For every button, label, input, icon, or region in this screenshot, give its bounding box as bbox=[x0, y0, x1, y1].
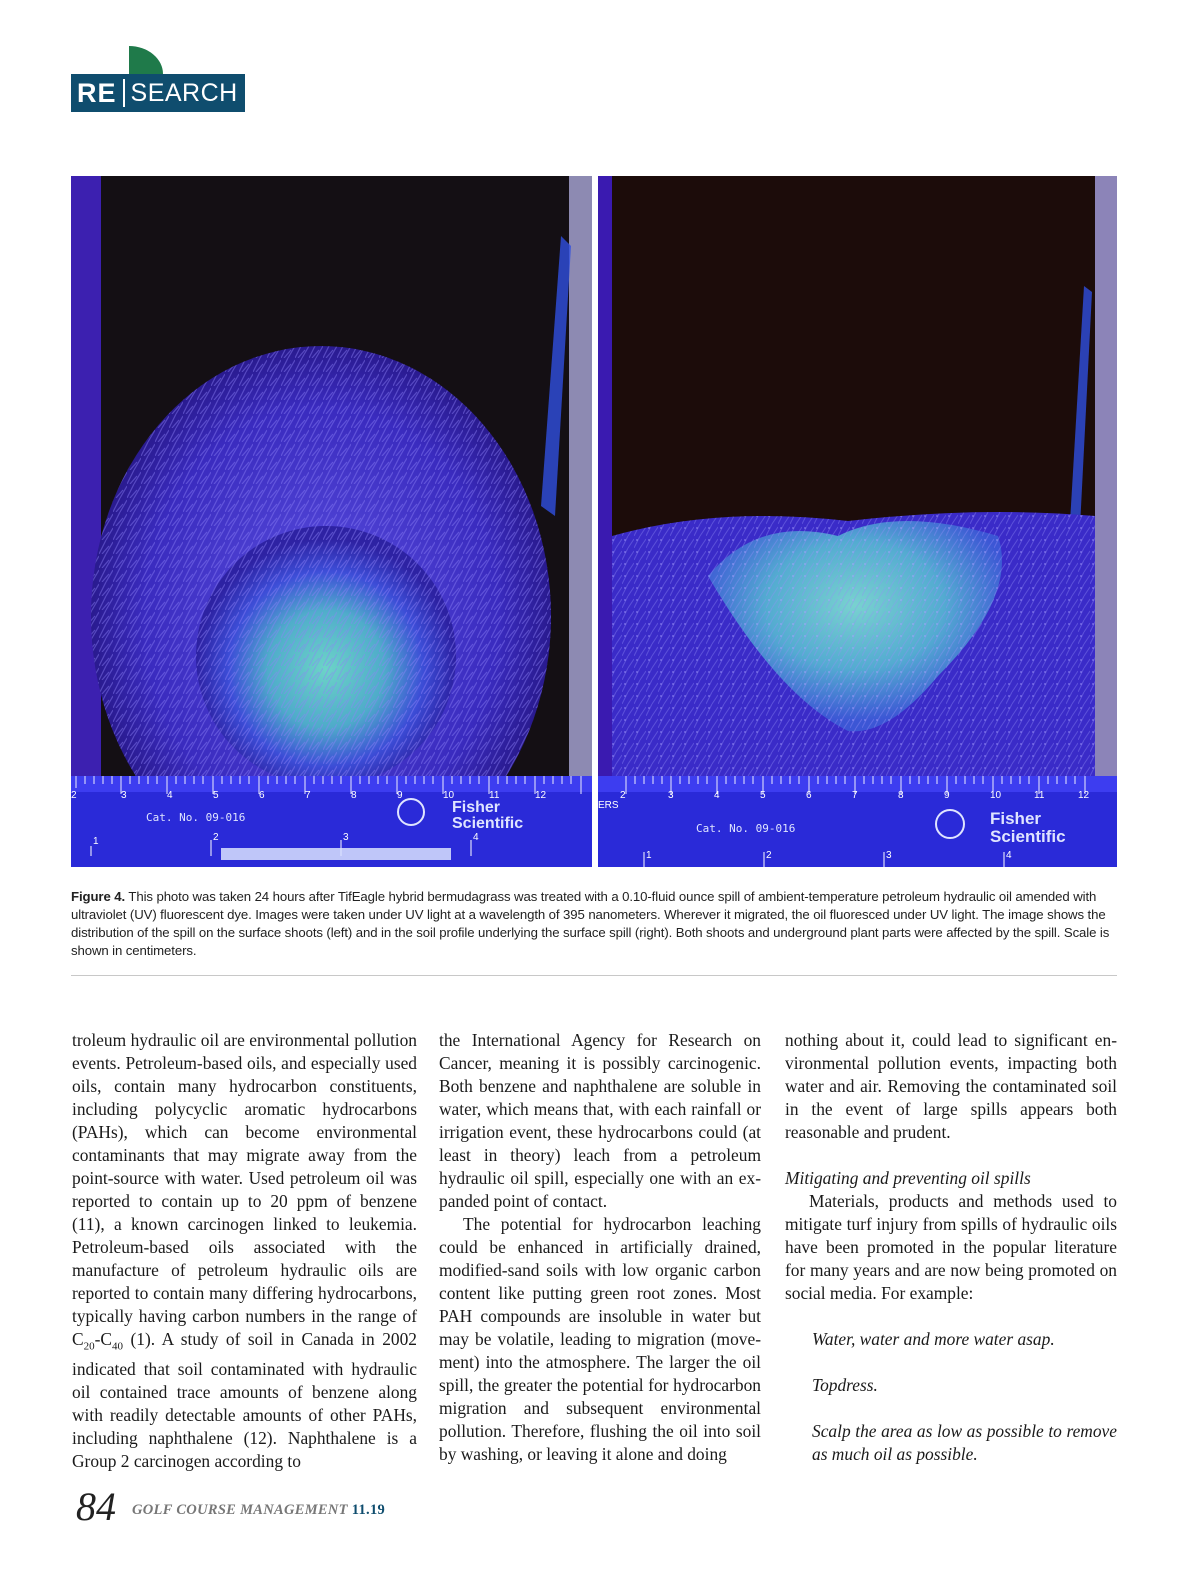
ruler-brand-line1: Fisher bbox=[452, 799, 501, 816]
ruler-tick-label: 9 bbox=[944, 790, 950, 801]
ruler-brand-line1: Fisher bbox=[990, 809, 1042, 828]
caption-divider bbox=[71, 975, 1117, 976]
ruler-tick-label: 6 bbox=[806, 790, 812, 801]
ruler-tick-label: 3 bbox=[121, 790, 127, 801]
figure-label: Figure 4. bbox=[71, 889, 126, 904]
body-column-2 bbox=[439, 1029, 761, 1466]
ruler-tick-label: 7 bbox=[305, 790, 311, 801]
ruler-tick-label: 8 bbox=[351, 790, 357, 801]
soil-profile-image bbox=[598, 176, 1117, 867]
ruler-tick-label: 11 bbox=[489, 790, 500, 801]
subscript: 40 bbox=[112, 1340, 123, 1353]
ruler-tick-label: 6 bbox=[259, 790, 265, 801]
surface-shoots-image bbox=[71, 176, 592, 867]
ruler-inch-label: 3 bbox=[343, 832, 349, 843]
paragraph: The potential for hydrocarbon leaching could be enhanced in artificially drained, modified-sand soils with low organic carbon content like putting green root zones. Most PAH compounds are insoluble in water but may be volatile, leading to migration (movement) into the atmosphere. The larger the oil spill, the greater the potential for hydrocarbon migration and subsequent environmental pollution. Therefore, flushing the oil into soil by washing, or leaving it alone and doing bbox=[439, 1214, 761, 1464]
subscript: 20 bbox=[83, 1340, 95, 1353]
ruler-tick-label: 4 bbox=[714, 790, 720, 801]
logo-re: RE bbox=[77, 77, 117, 108]
quoted-tip: Water, water and more water asap. bbox=[812, 1329, 1055, 1349]
ruler-cat-number: Cat. No. 09-016 bbox=[146, 811, 246, 824]
magazine-title: GOLF COURSE MANAGEMENT bbox=[132, 1502, 352, 1518]
ruler-tick-label: 10 bbox=[990, 790, 1002, 801]
ruler-tick-label: 5 bbox=[760, 790, 766, 801]
ruler-tick-label: 4 bbox=[167, 790, 173, 801]
ruler-inch-label: 2 bbox=[213, 832, 219, 843]
paragraph: Materials, products and methods used to mitigate turf injury from spills of hydraulic oils have been promoted in the popular literature for many years and are now being promoted on social media. For example: bbox=[785, 1191, 1117, 1303]
magazine-footer bbox=[132, 1502, 385, 1519]
figure-caption-text: This photo was taken 24 hours after TifEagle hybrid bermudagrass was treated with a 0.10-fluid ounce spill of ambient-temperature petroleum hydraulic oil amended with ultraviolet (UV) fluorescent dye. Images were taken under UV light at a wavelength of 395 nanometers. Wherever it migrated, the oil fluoresced under UV light. The image shows the distribution of the spill on the surface shoots (left) and in the soil profile underlying the surface spill (right). Both shoots and underground plant parts were affected by the spill. Scale is shown in centimeters. bbox=[71, 889, 1110, 958]
leaf-logo-mark bbox=[129, 46, 163, 74]
logo-search: SEARCH bbox=[130, 78, 238, 107]
figure-photo-soil-profile bbox=[598, 176, 1117, 867]
ruler-brand-line2: Scientific bbox=[452, 815, 524, 832]
ruler-brand-line2: Scientific bbox=[990, 827, 1066, 846]
ruler-tick-label: 2 bbox=[620, 790, 626, 801]
body-column-1 bbox=[72, 1029, 417, 1473]
ruler-edge-text: ERS bbox=[598, 800, 619, 811]
quoted-tip: Scalp the area as low as possible to remove as much oil as possible. bbox=[812, 1421, 1117, 1464]
page-number: 84 bbox=[76, 1484, 116, 1529]
ruler-tick-label: 7 bbox=[852, 790, 858, 801]
research-logo bbox=[71, 46, 245, 112]
ruler-tick-label: 5 bbox=[213, 790, 219, 801]
logo-divider bbox=[123, 79, 125, 107]
ruler-tick-label: 2 bbox=[71, 790, 77, 801]
paragraph: nothing about it, could lead to significant environmental pollution events, impacting both water and air. Removing the contaminated soil in the event of large spills appears both reasonable and prudent. bbox=[785, 1030, 1117, 1142]
ruler-tick-label: 11 bbox=[1034, 790, 1045, 801]
ruler-tick-label: 10 bbox=[443, 790, 455, 801]
ruler-inch-label: 3 bbox=[886, 850, 892, 861]
paragraph-text: (1). A study of soil in Canada in 2002 indicated that soil contaminated with hydraulic oil contained trace amounts of benzene along with readily detectable amounts of other PAHs, including naphthalene (12). Naphthalene is a Group 2 carcinogen according to bbox=[72, 1329, 417, 1472]
ruler-tick-label: 12 bbox=[1078, 790, 1090, 801]
ruler-inch-label: 4 bbox=[1006, 850, 1012, 861]
ruler-tick-label: 3 bbox=[668, 790, 674, 801]
body-column-3 bbox=[785, 1029, 1117, 1466]
ruler-cat-number: Cat. No. 09-016 bbox=[696, 822, 796, 835]
ruler-inch-label: 1 bbox=[93, 836, 99, 847]
figure-caption bbox=[71, 888, 1117, 960]
section-subheading: Mitigating and preventing oil spills bbox=[785, 1168, 1031, 1188]
paragraph-text: -C bbox=[94, 1329, 112, 1349]
ruler-inch-label: 2 bbox=[766, 850, 772, 861]
ruler-inch-label: 4 bbox=[473, 832, 479, 843]
logo-bar bbox=[71, 74, 245, 112]
quoted-tip: Topdress. bbox=[812, 1375, 878, 1395]
issue-date: 11.19 bbox=[351, 1502, 386, 1518]
ruler-tick-label: 12 bbox=[535, 790, 547, 801]
ruler-tick-label: 8 bbox=[898, 790, 904, 801]
ruler-tick-label: 9 bbox=[397, 790, 403, 801]
ruler-inch-label: 1 bbox=[646, 850, 652, 861]
paragraph bbox=[72, 1029, 417, 1473]
paragraph: the International Agency for Research on Cancer, meaning it is possibly carcinogenic. Both benzene and naphthalene are soluble in water, which means that, with each rainfall or irrigation event, these hydrocarbons could (at least in theory) leach from a petroleum hydraulic oil spill, especially one with an expanded point of contact. bbox=[439, 1030, 761, 1211]
paragraph-text: troleum hydraulic oil are environmental pollution events. Petroleum-based oils, and especially used oils, contain many hydrocarbon constituents, including polycyclic aromatic hydrocarbons (PAHs), which can become environmental contaminants that may migrate away from the point-source with water. Used petroleum oil was reported to contain up to 20 ppm of benzene (11), a known carcinogen linked to leukemia. Petroleum-based oils associated with the manufacture of petroleum hydraulic oils are reported to contain many differing hydrocarbons, typically having carbon numbers in the range of C bbox=[72, 1030, 417, 1349]
figure-photo-surface-shoots bbox=[71, 176, 592, 867]
